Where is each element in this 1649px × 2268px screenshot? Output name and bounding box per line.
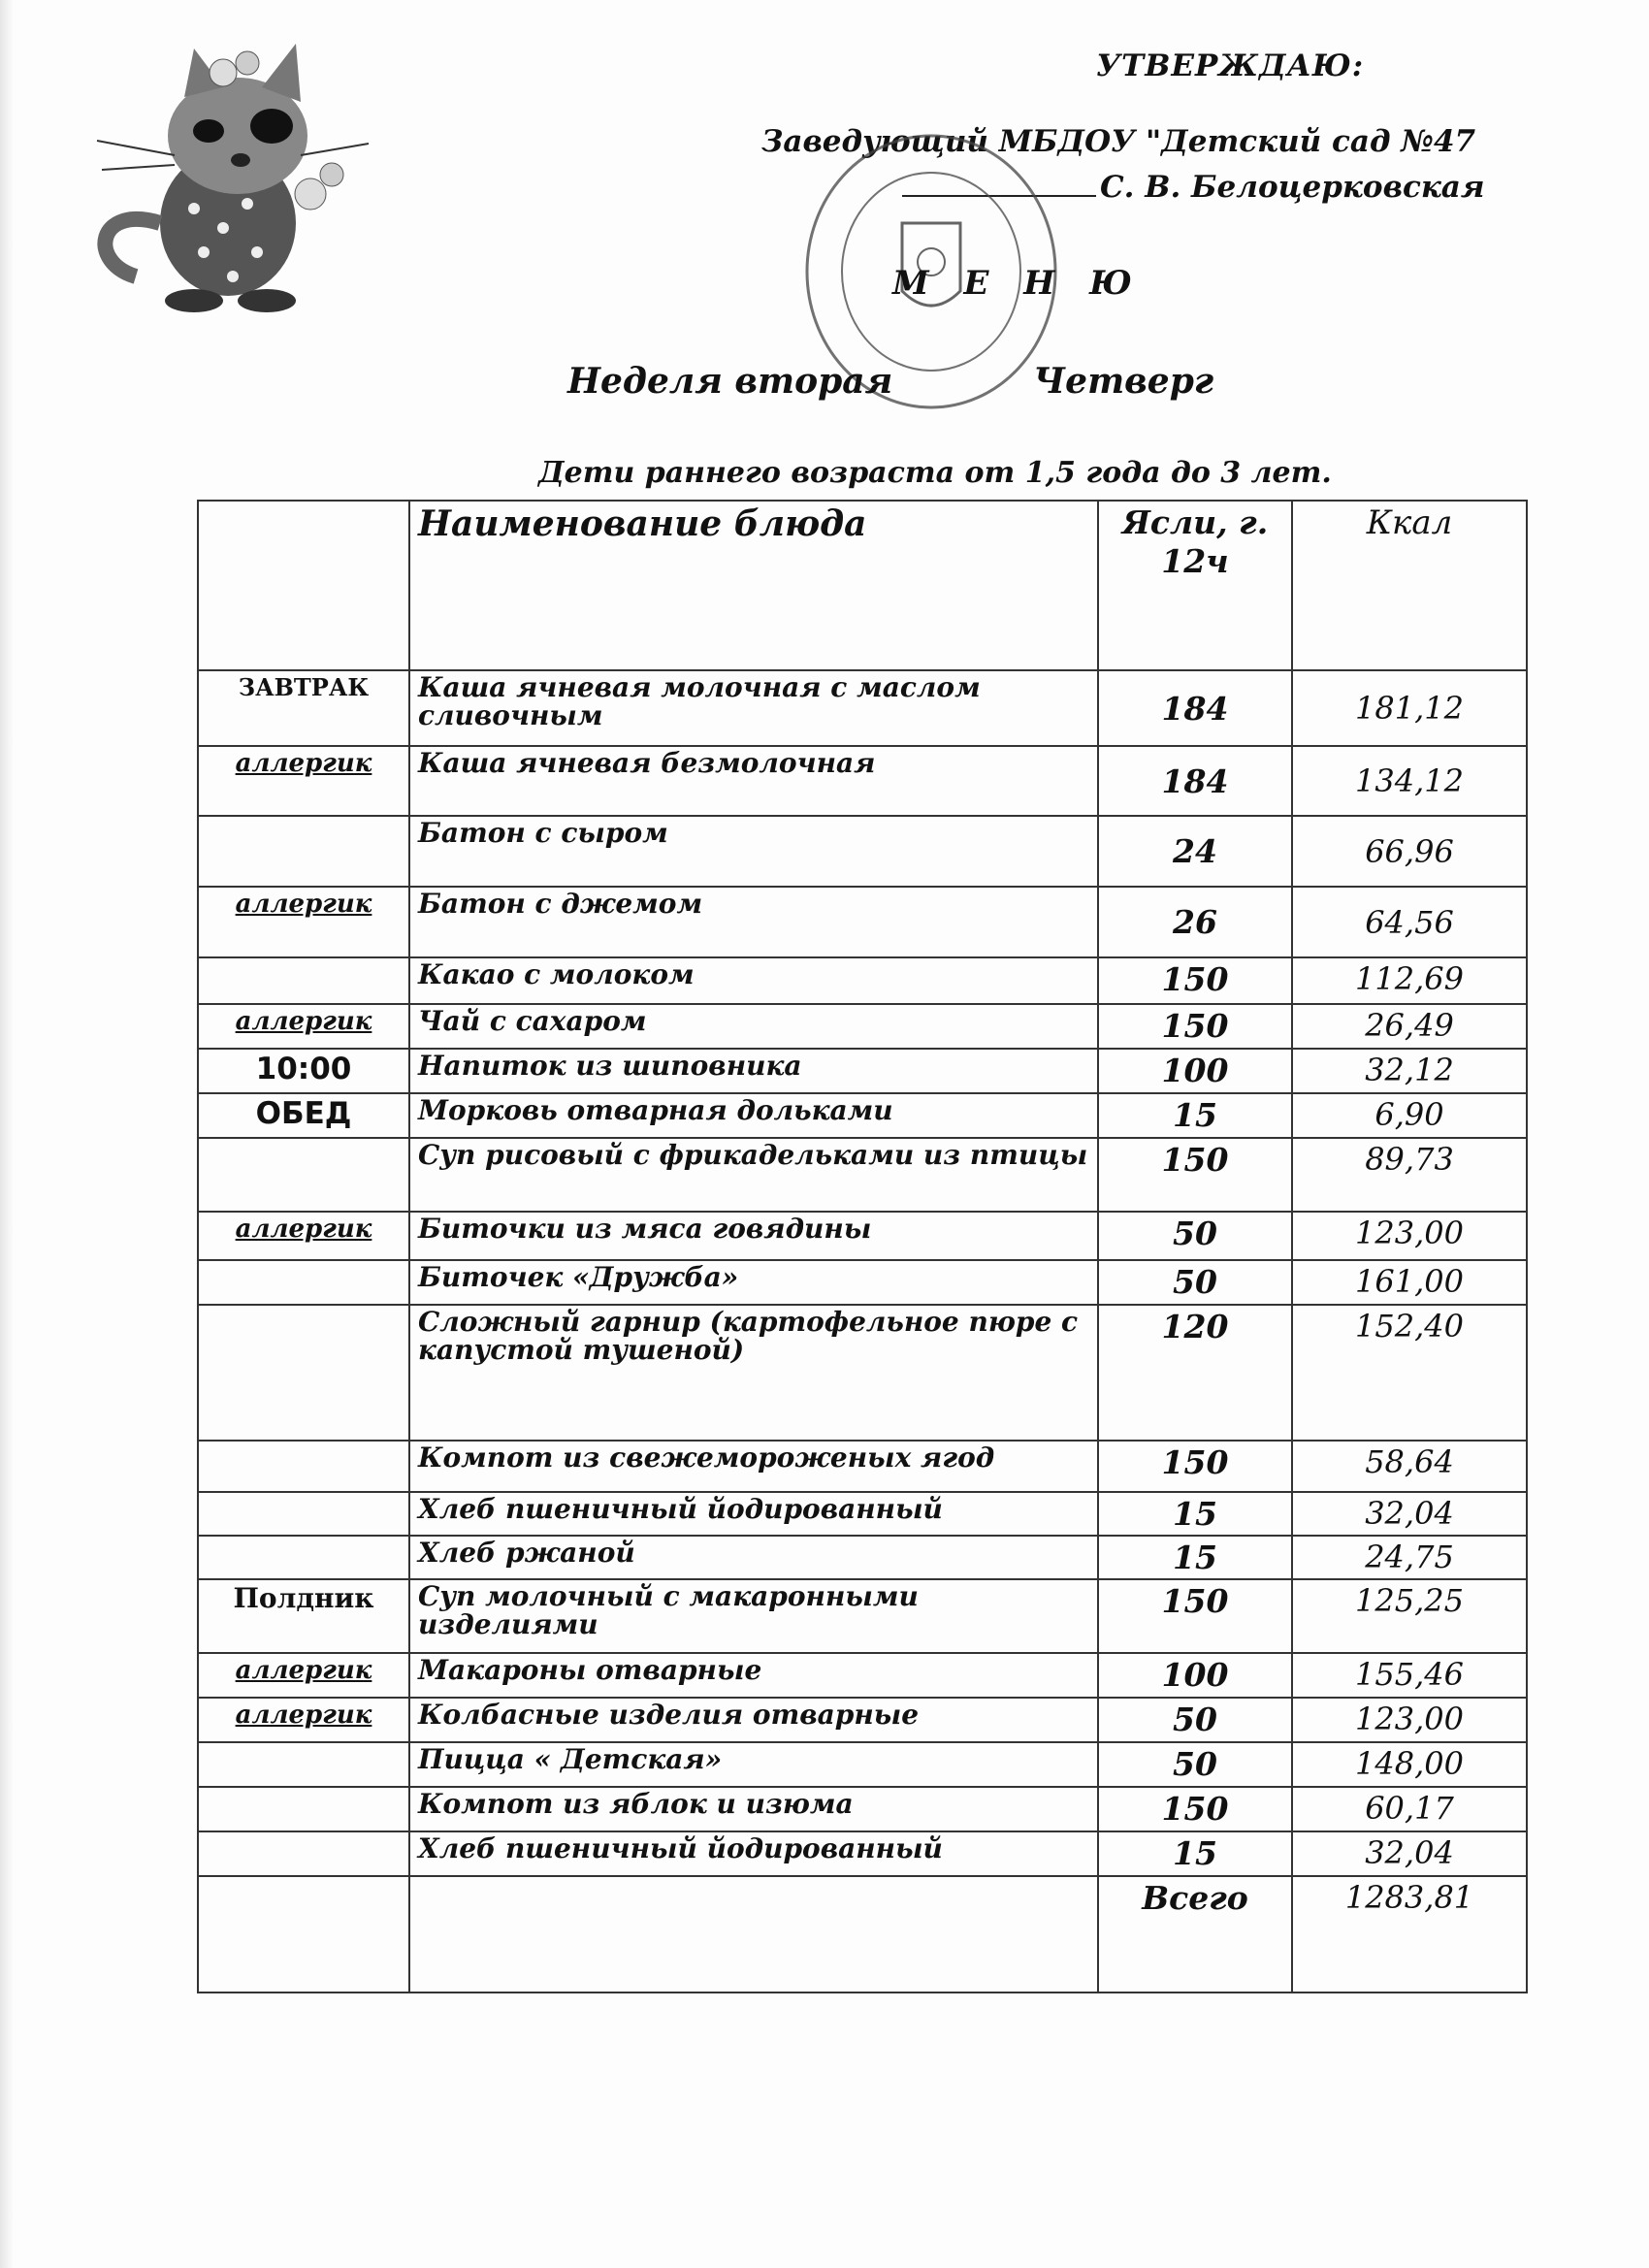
meal-cell xyxy=(198,816,409,887)
meal-cell: ЗАВТРАК xyxy=(198,670,409,746)
age-group-caption: Дети раннего возраста от 1,5 года до 3 лет. xyxy=(538,456,1332,490)
kcal-cell: 152,40 xyxy=(1292,1305,1527,1441)
qty-cell: 15 xyxy=(1098,1492,1292,1536)
meal-cell: аллергик xyxy=(198,746,409,816)
qty-cell: 15 xyxy=(1098,1831,1292,1876)
qty-cell: 184 xyxy=(1098,670,1292,746)
meal-cell: аллергик xyxy=(198,887,409,957)
kcal-cell: 66,96 xyxy=(1292,816,1527,887)
dish-cell: Батон с сыром xyxy=(409,816,1098,887)
dish-cell: Напиток из шиповника xyxy=(409,1049,1098,1093)
table-row xyxy=(198,1138,1527,1212)
dish-cell: Макароны отварные xyxy=(409,1653,1098,1698)
qty-cell: 184 xyxy=(1098,746,1292,816)
qty-cell: 26 xyxy=(1098,887,1292,957)
scan-edge xyxy=(0,0,14,2268)
meal-cell xyxy=(198,1787,409,1831)
dish-cell: Хлеб пшеничный йодированный xyxy=(409,1492,1098,1536)
meal-cell xyxy=(198,1742,409,1787)
dish-cell: Каша ячневая безмолочная xyxy=(409,746,1098,816)
meal-cell xyxy=(198,1138,409,1212)
table-row xyxy=(198,1441,1527,1492)
dish-cell: Морковь отварная дольками xyxy=(409,1093,1098,1138)
signature-name: С. В. Белоцерковская xyxy=(1100,170,1485,205)
qty-cell: 150 xyxy=(1098,1787,1292,1831)
dish-cell: Сложный гарнир (картофельное пюре с капустой тушеной) xyxy=(409,1305,1098,1441)
dish-cell: Каша ячневая молочная с маслом сливочным xyxy=(409,670,1098,746)
dish-cell: Хлеб пшеничный йодированный xyxy=(409,1831,1098,1876)
kcal-cell: 125,25 xyxy=(1292,1579,1527,1653)
cat-clipart-icon xyxy=(78,29,378,320)
kcal-cell: 64,56 xyxy=(1292,887,1527,957)
approve-position: Заведующий МБДОУ "Детский сад №47 xyxy=(761,124,1476,159)
qty-cell: 120 xyxy=(1098,1305,1292,1441)
table-row xyxy=(198,1093,1527,1138)
kcal-cell: 181,12 xyxy=(1292,670,1527,746)
header-kcal: Ккал xyxy=(1292,501,1527,670)
table-row xyxy=(198,1049,1527,1093)
table-row xyxy=(198,1536,1527,1579)
total-empty-cell xyxy=(409,1876,1098,1993)
dish-cell: Колбасные изделия отварные xyxy=(409,1698,1098,1742)
meal-cell xyxy=(198,1305,409,1441)
table-row xyxy=(198,1831,1527,1876)
qty-cell: 150 xyxy=(1098,1004,1292,1049)
meal-cell xyxy=(198,1831,409,1876)
table-row xyxy=(198,1212,1527,1260)
kcal-cell: 26,49 xyxy=(1292,1004,1527,1049)
table-row xyxy=(198,887,1527,957)
table-row xyxy=(198,816,1527,887)
qty-cell: 15 xyxy=(1098,1093,1292,1138)
meal-cell xyxy=(198,1492,409,1536)
qty-cell: 150 xyxy=(1098,1138,1292,1212)
kcal-cell: 112,69 xyxy=(1292,957,1527,1004)
kcal-cell: 58,64 xyxy=(1292,1441,1527,1492)
kcal-cell: 32,12 xyxy=(1292,1049,1527,1093)
qty-cell: 50 xyxy=(1098,1698,1292,1742)
meal-cell: аллергик xyxy=(198,1212,409,1260)
header-meal xyxy=(198,501,409,670)
table-row xyxy=(198,1742,1527,1787)
meal-cell xyxy=(198,1536,409,1579)
week-day-line xyxy=(567,361,1213,402)
table-header-row xyxy=(198,501,1527,670)
week-label: Неделя вторая xyxy=(567,361,893,402)
dish-cell: Суп молочный с макаронными изделиями xyxy=(409,1579,1098,1653)
meal-cell: аллергик xyxy=(198,1004,409,1049)
table-row xyxy=(198,1653,1527,1698)
dish-cell: Суп рисовый с фрикадельками из птицы xyxy=(409,1138,1098,1212)
menu-table xyxy=(197,500,1528,1993)
dish-cell: Батон с джемом xyxy=(409,887,1098,957)
kcal-cell: 155,46 xyxy=(1292,1653,1527,1698)
header-qty xyxy=(1098,501,1292,670)
total-label: Всего xyxy=(1098,1876,1292,1993)
dish-cell: Биточки из мяса говядины xyxy=(409,1212,1098,1260)
kcal-cell: 161,00 xyxy=(1292,1260,1527,1305)
dish-cell: Чай с сахаром xyxy=(409,1004,1098,1049)
qty-cell: 50 xyxy=(1098,1742,1292,1787)
dish-cell: Компот из яблок и изюма xyxy=(409,1787,1098,1831)
qty-cell: 150 xyxy=(1098,957,1292,1004)
dish-cell: Компот из свежемороженых ягод xyxy=(409,1441,1098,1492)
table-row xyxy=(198,1260,1527,1305)
dish-cell: Хлеб ржаной xyxy=(409,1536,1098,1579)
dish-cell: Биточек «Дружба» xyxy=(409,1260,1098,1305)
dish-cell: Пицца « Детская» xyxy=(409,1742,1098,1787)
meal-cell xyxy=(198,1260,409,1305)
table-row xyxy=(198,1787,1527,1831)
day-label: Четверг xyxy=(1033,361,1214,402)
header-qty-label: Ясли, г. xyxy=(1121,503,1269,541)
meal-cell: аллергик xyxy=(198,1698,409,1742)
qty-cell: 50 xyxy=(1098,1260,1292,1305)
kcal-cell: 148,00 xyxy=(1292,1742,1527,1787)
meal-cell: аллергик xyxy=(198,1653,409,1698)
total-row xyxy=(198,1876,1527,1993)
table-row xyxy=(198,670,1527,746)
meal-cell: 10:00 xyxy=(198,1049,409,1093)
kcal-cell: 32,04 xyxy=(1292,1831,1527,1876)
table-row xyxy=(198,1698,1527,1742)
kcal-cell: 89,73 xyxy=(1292,1138,1527,1212)
kcal-cell: 123,00 xyxy=(1292,1698,1527,1742)
qty-cell: 50 xyxy=(1098,1212,1292,1260)
table-row xyxy=(198,1579,1527,1653)
qty-cell: 150 xyxy=(1098,1441,1292,1492)
table-row xyxy=(198,957,1527,1004)
total-empty-cell xyxy=(198,1876,409,1993)
meal-cell: Полдник xyxy=(198,1579,409,1653)
qty-cell: 100 xyxy=(1098,1653,1292,1698)
kcal-cell: 134,12 xyxy=(1292,746,1527,816)
header-dish-name: Наименование блюда xyxy=(409,501,1098,670)
table-row xyxy=(198,1004,1527,1049)
table-row xyxy=(198,1492,1527,1536)
qty-cell: 24 xyxy=(1098,816,1292,887)
qty-cell: 15 xyxy=(1098,1536,1292,1579)
kcal-cell: 24,75 xyxy=(1292,1536,1527,1579)
meal-cell: ОБЕД xyxy=(198,1093,409,1138)
kcal-cell: 6,90 xyxy=(1292,1093,1527,1138)
approve-title: УТВЕРЖДАЮ: xyxy=(1096,49,1365,83)
table-row xyxy=(198,1305,1527,1441)
meal-cell xyxy=(198,957,409,1004)
qty-cell: 100 xyxy=(1098,1049,1292,1093)
kcal-cell: 123,00 xyxy=(1292,1212,1527,1260)
kcal-cell: 60,17 xyxy=(1292,1787,1527,1831)
kcal-cell: 32,04 xyxy=(1292,1492,1527,1536)
table-row xyxy=(198,746,1527,816)
qty-cell: 150 xyxy=(1098,1579,1292,1653)
header-qty-sub: 12ч xyxy=(1161,541,1229,580)
meal-cell xyxy=(198,1441,409,1492)
total-kcal: 1283,81 xyxy=(1292,1876,1527,1993)
dish-cell: Какао с молоком xyxy=(409,957,1098,1004)
menu-title: М Е Н Ю xyxy=(892,264,1144,303)
